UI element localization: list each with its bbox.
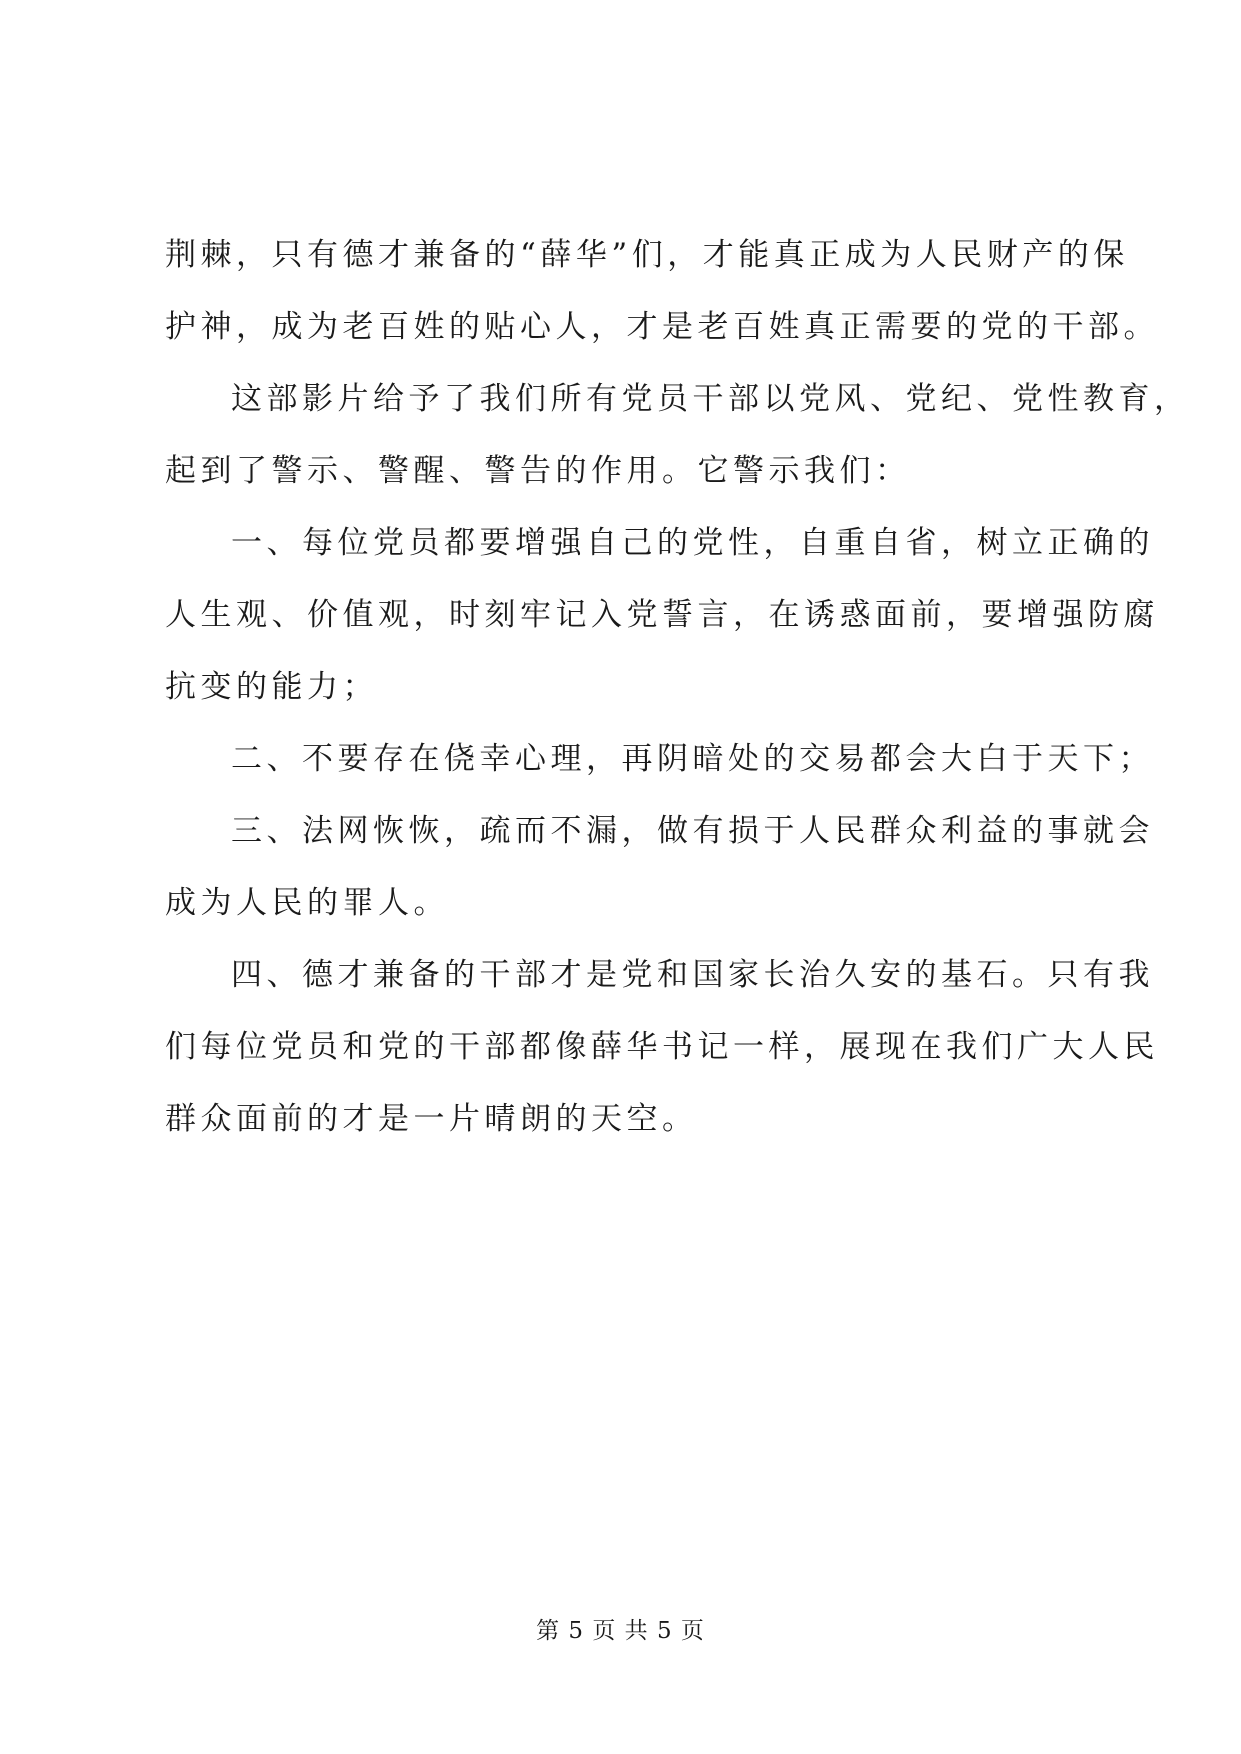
text-line: 起到了警示、警醒、警告的作用。它警示我们： bbox=[165, 453, 911, 489]
paragraph-start-line: 这部影片给予了我们所有党员干部以党风、党纪、党性教育， bbox=[231, 381, 1190, 417]
list-item-4-line: 四、德才兼备的干部才是党和国家长治久安的基石。只有我 bbox=[231, 957, 1154, 993]
list-item-3-line: 三、法网恢恢，疏而不漏，做有损于人民群众利益的事就会 bbox=[231, 813, 1154, 849]
list-item-2-line: 二、不要存在侥幸心理，再阴暗处的交易都会大白于天下； bbox=[231, 741, 1154, 777]
list-item-1-line: 一、每位党员都要增强自己的党性，自重自省，树立正确的 bbox=[231, 525, 1154, 561]
page-number-footer: 第 5 页 共 5 页 bbox=[536, 1618, 705, 1644]
text-line: 抗变的能力； bbox=[165, 669, 378, 705]
body-text bbox=[165, 225, 1190, 1149]
text-line: 护神，成为老百姓的贴心人，才是老百姓真正需要的党的干部。 bbox=[165, 309, 1159, 345]
text-line: 群众面前的才是一片晴朗的天空。 bbox=[165, 1101, 698, 1137]
text-line: 荆棘，只有德才兼备的“薛华”们，才能真正成为人民财产的保 bbox=[165, 237, 1129, 273]
text-line: 人生观、价值观，时刻牢记入党誓言，在诱惑面前，要增强防腐 bbox=[165, 597, 1159, 633]
text-line: 成为人民的罪人。 bbox=[165, 885, 449, 921]
text-line: 们每位党员和党的干部都像薛华书记一样，展现在我们广大人民 bbox=[165, 1029, 1159, 1065]
